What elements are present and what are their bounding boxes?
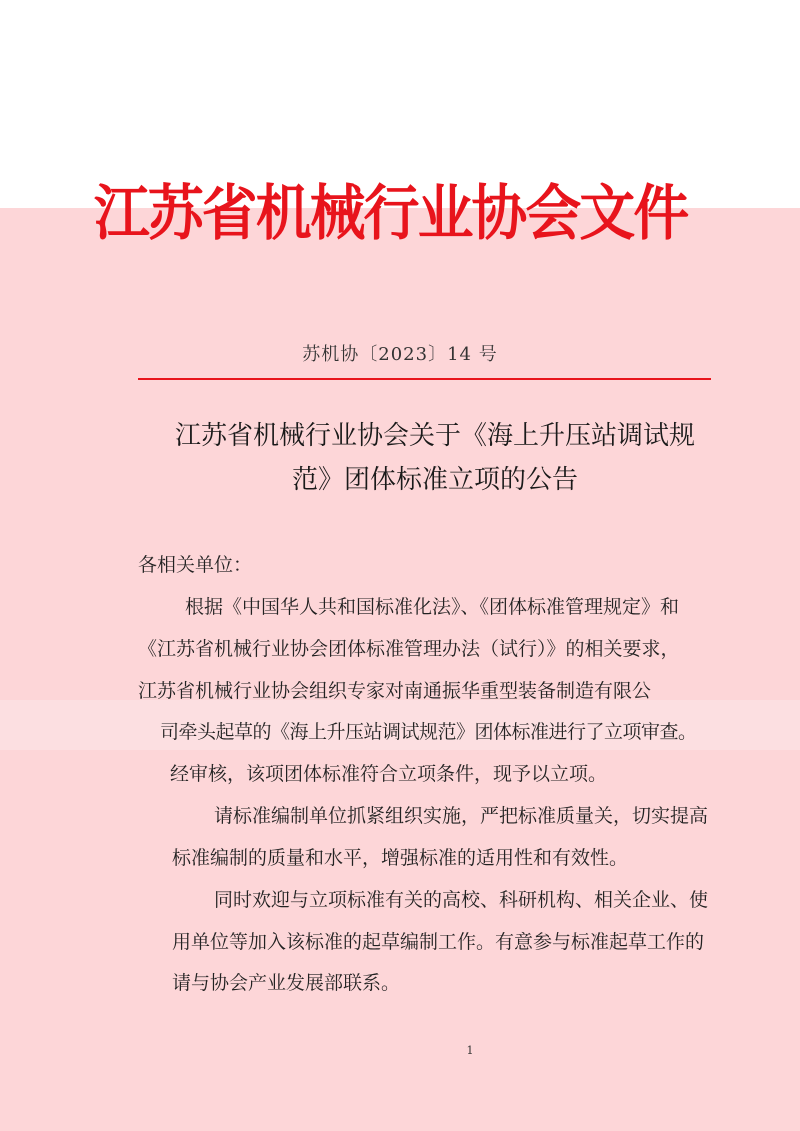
body-line-4: 司牵头起草的《海上升压站调试规范》团体标准进行了立项审查。 — [160, 721, 697, 743]
body-line-1: 根据《中国华人共和国标准化法》、《团体标准管理规定》和 — [185, 596, 680, 618]
body-line-2: 《江苏省机械行业协会团体标准管理办法（试行）》的相关要求， — [138, 638, 680, 660]
notice-title — [120, 414, 750, 502]
body-line-3: 江苏省机械行业协会组织专家对南通振华重型装备制造有限公 — [138, 680, 652, 702]
notice-title-line-1: 江苏省机械行业协会关于《海上升压站调试规 — [174, 421, 695, 451]
body-line-9: 用单位等加入该标准的起草编制工作。有意参与标准起草工作的 — [172, 931, 705, 953]
salutation: 各相关单位： — [138, 554, 253, 576]
document-header-title: 江苏省机械行业协会文件 — [93, 179, 688, 249]
body-line-10: 请与协会产业发展部联系。 — [172, 972, 401, 994]
page-number: 1 — [466, 1044, 474, 1057]
body-line-5: 经审核，该项团体标准符合立项条件，现予以立项。 — [170, 763, 608, 785]
body-line-8: 同时欢迎与立项标准有关的高校、科研机构、相关企业、使 — [214, 889, 709, 911]
header-divider-line — [138, 378, 711, 380]
document-number: 苏机协〔2023〕14 号 — [302, 344, 498, 365]
body-line-6: 请标准编制单位抓紧组织实施，严把标准质量关，切实提高 — [214, 805, 709, 827]
body-line-7: 标准编制的质量和水平，增强标准的适用性和有效性。 — [172, 847, 629, 869]
notice-title-line-2: 范》团体标准立项的公告 — [291, 465, 578, 495]
